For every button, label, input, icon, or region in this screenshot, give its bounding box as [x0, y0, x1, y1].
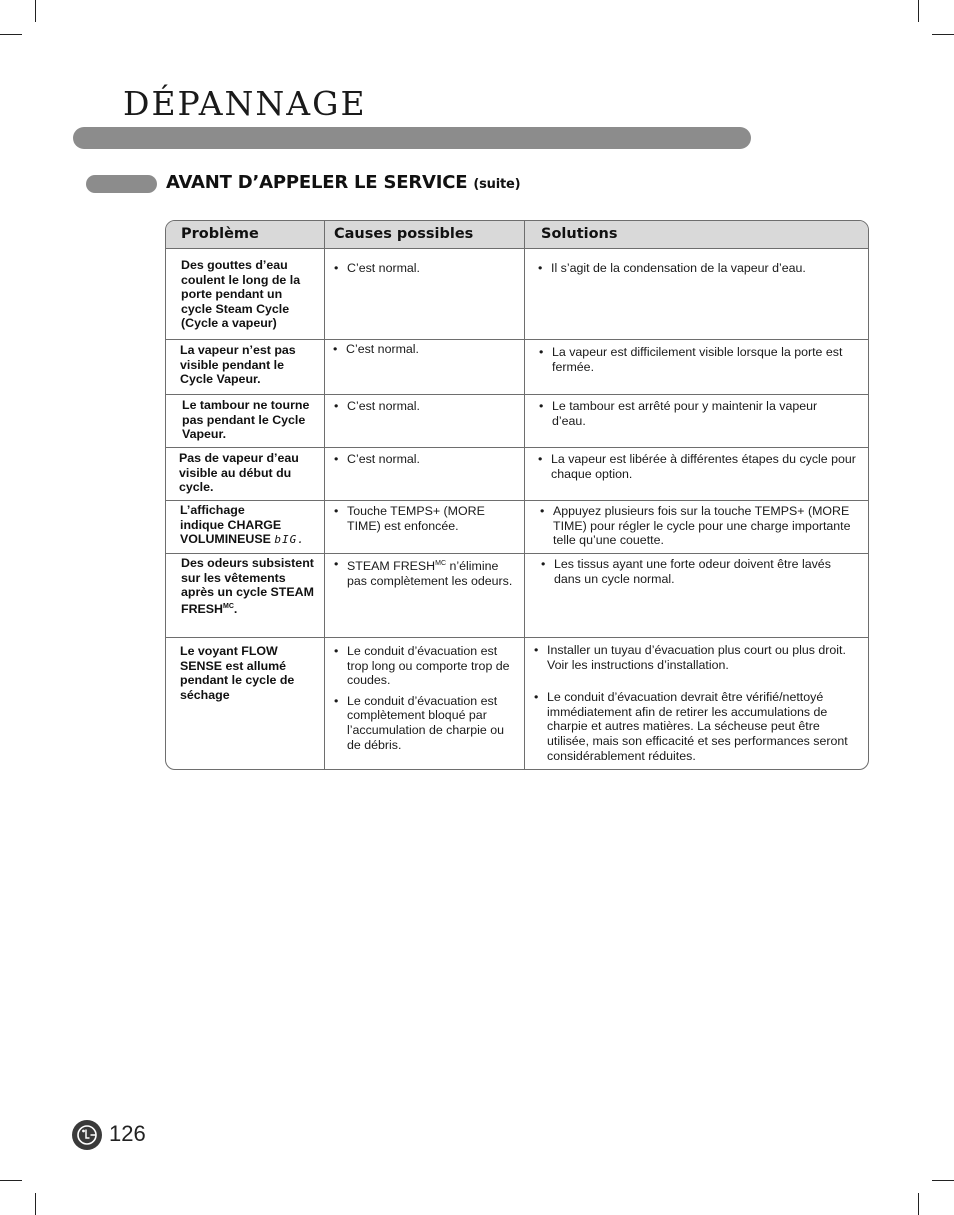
- cause-text: STEAM FRESH: [347, 559, 436, 573]
- cause-cell: [334, 557, 514, 588]
- header-problem: Problème: [181, 226, 259, 242]
- cause-cell: [333, 342, 513, 357]
- cause-item: • Touche TEMPS+ (MORE TIME) est enfoncée.: [334, 504, 514, 533]
- crop-mark: [918, 0, 919, 22]
- row-divider: [166, 447, 868, 448]
- problem-cell: La vapeur n’est pas visible pendant le Cycle Vapeur.: [180, 343, 296, 387]
- section-heading-suffix: (suite): [473, 177, 521, 192]
- header-causes: Causes possibles: [334, 226, 474, 242]
- row-divider: [166, 339, 868, 340]
- display-code: bIG.: [274, 533, 305, 547]
- crop-mark: [35, 0, 36, 22]
- solution-item: • Le conduit d’évacuation devrait être vérifié/nettoyé immédiatement afin de retirer les accumulations de charpie et autres matières. La sécheuse peut être utilisée, mais son efficacité et ses performances seront considérablement réduites.: [534, 690, 856, 763]
- cause-cell: [334, 399, 514, 414]
- section-pill: [86, 175, 157, 193]
- cause-item: [334, 557, 514, 588]
- solution-item: • La vapeur est libérée à différentes étapes du cycle pour chaque option.: [538, 452, 858, 481]
- crop-mark: [932, 34, 954, 35]
- problem-line: indique CHARGE: [180, 517, 282, 532]
- cause-text-rest: n’élimine pas complètement les odeurs.: [347, 559, 513, 588]
- solution-cell: [539, 345, 849, 374]
- cause-item: • C’est normal.: [334, 399, 514, 414]
- problem-cell: Pas de vapeur d’eau visible au début du cycle.: [179, 451, 299, 495]
- problem-line: L’affichage: [180, 503, 245, 517]
- solution-cell: [541, 557, 851, 586]
- cause-cell: [334, 452, 514, 467]
- solution-cell: [539, 399, 849, 428]
- problem-cell: Le voyant FLOW SENSE est allumé pendant le cycle de séchage: [180, 644, 295, 702]
- crop-mark: [0, 34, 22, 35]
- crop-mark: [35, 1193, 36, 1215]
- solution-cell: [538, 261, 858, 276]
- column-divider: [324, 221, 325, 769]
- solution-cell: [534, 643, 856, 763]
- cause-cell: [334, 261, 514, 276]
- cause-item: • C’est normal.: [334, 452, 514, 467]
- solution-item: • Il s’agit de la condensation de la vapeur d’eau.: [538, 261, 858, 276]
- trademark-mark: MC: [435, 560, 447, 567]
- solution-cell: [538, 452, 858, 481]
- problem-text: Des odeurs subsistent sur les vêtements après un cycle STEAM FRESH: [181, 556, 314, 616]
- row-divider: [166, 500, 868, 501]
- problem-cell: [180, 503, 320, 548]
- trademark-mark: MC: [223, 602, 234, 610]
- crop-mark: [932, 1180, 954, 1181]
- page-title: DÉPANNAGE: [123, 84, 367, 123]
- section-heading-text: AVANT D’APPELER LE SERVICE: [166, 172, 468, 193]
- problem-cell: Des gouttes d’eau coulent le long de la porte pendant un cycle Steam Cycle (Cycle a vapeur): [181, 258, 301, 331]
- cause-item: • Le conduit d’évacuation est complètement bloqué par l’accumulation de charpie ou de débris.: [334, 694, 514, 752]
- row-divider: [166, 553, 868, 554]
- row-divider: [166, 394, 868, 395]
- section-heading: [166, 172, 520, 193]
- crop-mark: [918, 1193, 919, 1215]
- problem-cell: Le tambour ne tourne pas pendant le Cycle Vapeur.: [182, 398, 310, 442]
- title-underline-bar: [73, 127, 751, 149]
- solution-item: • Le tambour est arrêté pour y maintenir la vapeur d’eau.: [539, 399, 849, 428]
- cause-item: • Le conduit d’évacuation est trop long ou comporte trop de coudes.: [334, 644, 514, 688]
- solution-item: • Installer un tuyau d’évacuation plus court ou plus droit. Voir les instructions d’installation.: [534, 643, 856, 672]
- header-solutions: Solutions: [541, 226, 618, 242]
- cause-cell: [334, 644, 514, 752]
- page-number: 126: [109, 1121, 146, 1146]
- problem-line: VOLUMINEUSE: [180, 532, 271, 547]
- solution-item: • La vapeur est difficilement visible lorsque la porte est fermée.: [539, 345, 849, 374]
- solution-item: • Les tissus ayant une forte odeur doivent être lavés dans un cycle normal.: [541, 557, 851, 586]
- table-header-row: [166, 221, 868, 249]
- cause-item: • C’est normal.: [334, 261, 514, 276]
- crop-mark: [0, 1180, 22, 1181]
- column-divider: [524, 221, 525, 769]
- problem-cell: [181, 556, 319, 616]
- cause-item: • C’est normal.: [333, 342, 513, 357]
- row-divider: [166, 637, 868, 638]
- troubleshooting-table: [165, 220, 869, 770]
- solution-cell: [540, 504, 860, 548]
- cause-cell: [334, 504, 514, 533]
- solution-item: • Appuyez plusieurs fois sur la touche TEMPS+ (MORE TIME) pour régler le cycle pour une charge importante telle qu’une couette.: [540, 504, 860, 548]
- problem-text-end: .: [233, 601, 238, 616]
- lg-logo-icon: [72, 1120, 102, 1150]
